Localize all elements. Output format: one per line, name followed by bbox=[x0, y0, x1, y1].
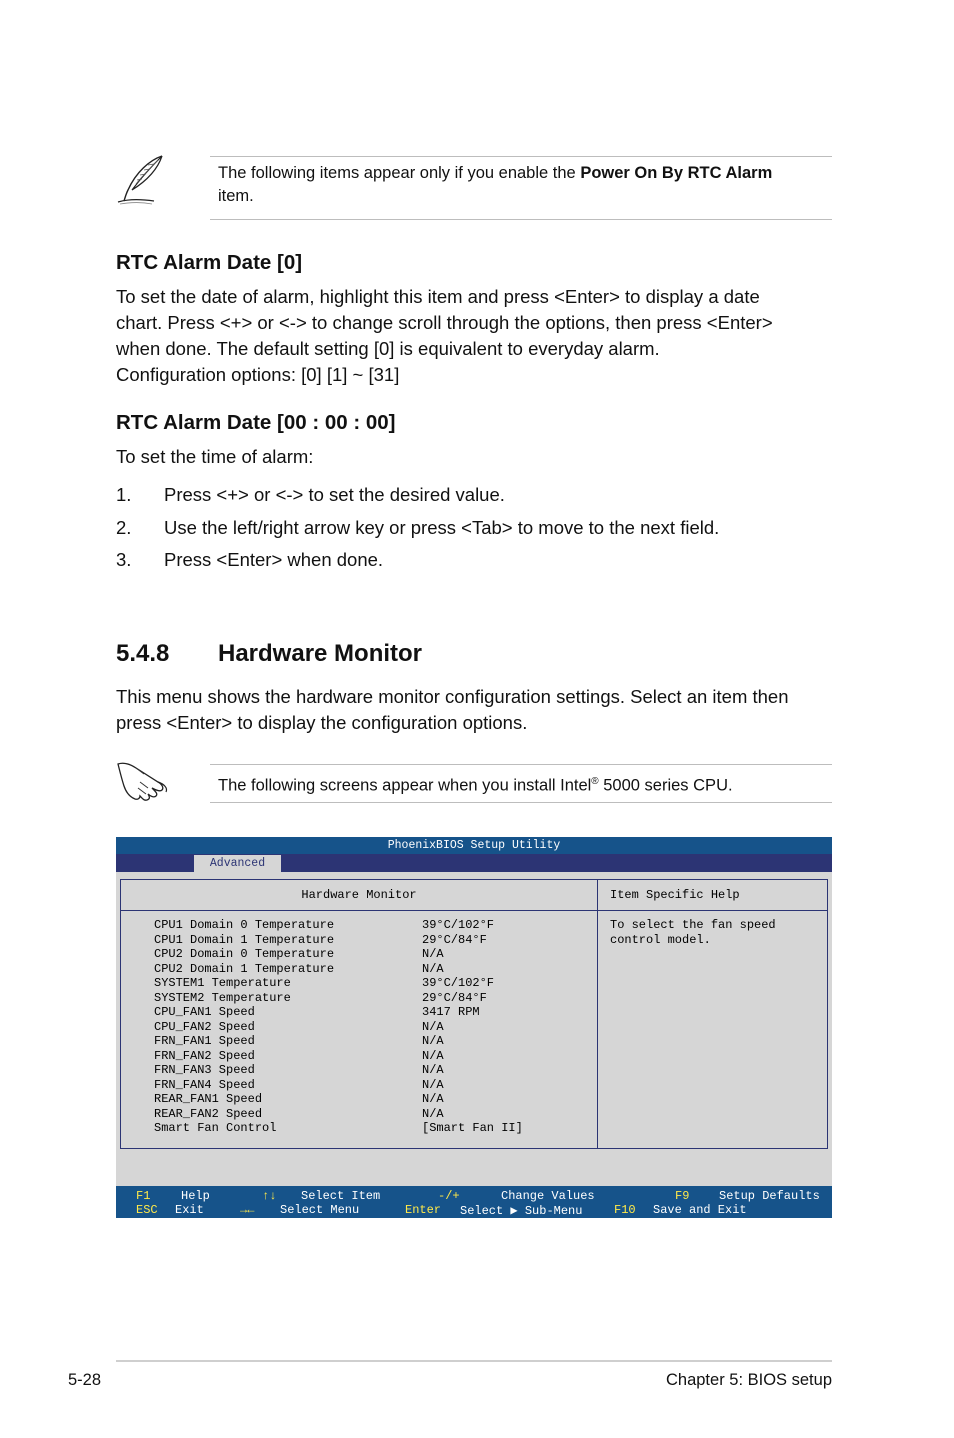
note-text bbox=[218, 162, 818, 208]
bios-item-label[interactable]: CPU_FAN1 Speed bbox=[154, 1005, 255, 1019]
step-text: Press <+> or <-> to set the desired value. bbox=[164, 484, 505, 505]
bios-menu-bar bbox=[116, 854, 832, 872]
registered-mark: ® bbox=[591, 776, 599, 787]
step-text: Use the left/right arrow key or press <Tab> to move to the next field. bbox=[164, 517, 720, 538]
help-line: control model. bbox=[610, 932, 711, 947]
key-left-right: →← bbox=[240, 1203, 255, 1217]
bios-item-value: N/A bbox=[422, 947, 444, 961]
key-left-right-label: Select Menu bbox=[280, 1203, 360, 1217]
key-f1: F1 bbox=[136, 1189, 151, 1203]
pointing-hand-icon bbox=[114, 758, 172, 802]
page-footer-rule bbox=[116, 1360, 832, 1362]
bios-column-divider bbox=[597, 880, 598, 1148]
key-updown: ↑↓ bbox=[262, 1189, 277, 1203]
step-text: Press <Enter> when done. bbox=[164, 549, 384, 570]
paragraph-line: chart. Press <+> or <-> to change scroll through the options, then press <Enter> bbox=[116, 312, 773, 333]
bios-item-value[interactable]: [Smart Fan II] bbox=[422, 1121, 523, 1135]
key-enter: Enter bbox=[405, 1203, 442, 1217]
bios-item-value: 3417 RPM bbox=[422, 1005, 480, 1019]
bios-help-heading: Item Specific Help bbox=[610, 888, 740, 902]
bios-item-label[interactable]: CPU_FAN2 Speed bbox=[154, 1019, 255, 1034]
section-heading-rtc-time: RTC Alarm Date [00 : 00 : 00] bbox=[116, 411, 396, 434]
bios-item-value: 39°C/102°F bbox=[422, 976, 495, 990]
section-heading-rtc-date: RTC Alarm Date [0] bbox=[116, 251, 303, 274]
tab-advanced[interactable]: Advanced bbox=[194, 855, 281, 872]
bios-item-value: N/A bbox=[422, 961, 444, 976]
paragraph-line: This menu shows the hardware monitor configuration settings. Select an item then bbox=[116, 686, 789, 707]
key-plus-minus: -/+ bbox=[438, 1189, 460, 1203]
bios-header-divider bbox=[121, 910, 827, 911]
bios-item-value: N/A bbox=[422, 1034, 444, 1048]
step-number: 1. bbox=[116, 484, 132, 505]
paragraph-line: Configuration options: [0] [1] ~ [31] bbox=[116, 364, 400, 385]
note-text-bold: Power On By RTC Alarm bbox=[580, 164, 773, 182]
section-rtc-date-paragraph bbox=[116, 284, 846, 388]
key-enter-label: Select ▶ Sub-Menu bbox=[460, 1204, 583, 1218]
bios-item-label[interactable]: SYSTEM1 Temperature bbox=[154, 976, 291, 990]
key-f9: F9 bbox=[675, 1189, 690, 1203]
help-line: To select the fan speed bbox=[610, 918, 776, 932]
chapter-title: Chapter 5: BIOS setup bbox=[665, 1371, 832, 1389]
paragraph-line: when done. The default setting [0] is equivalent to everyday alarm. bbox=[116, 338, 660, 359]
note-text-start: The following items appear only if you enable the bbox=[218, 164, 581, 182]
bios-item-label[interactable]: REAR_FAN1 Speed bbox=[154, 1092, 263, 1106]
bios-main-panel bbox=[120, 879, 828, 1149]
key-esc-label: Exit bbox=[175, 1203, 204, 1217]
bios-item-value: N/A bbox=[422, 1019, 444, 1034]
bios-screen bbox=[116, 837, 832, 1218]
key-plus-minus-label: Change Values bbox=[501, 1189, 595, 1203]
bios-item-label[interactable]: Smart Fan Control bbox=[154, 1121, 277, 1135]
bios-item-value: 39°C/102°F bbox=[422, 918, 495, 932]
bios-item-label[interactable]: REAR_FAN2 Speed bbox=[154, 1106, 263, 1121]
bios-item-label[interactable]: FRN_FAN4 Speed bbox=[154, 1077, 255, 1092]
key-updown-label: Select Item bbox=[301, 1189, 381, 1203]
bios-item-value: N/A bbox=[422, 1092, 444, 1106]
bios-panel-heading: Hardware Monitor bbox=[301, 888, 417, 902]
bios-item-value: N/A bbox=[422, 1063, 444, 1077]
paragraph-line: press <Enter> to display the configuration options. bbox=[116, 712, 528, 733]
step-number: 2. bbox=[116, 517, 132, 538]
note-text-end: item. bbox=[218, 187, 254, 205]
note2-text bbox=[218, 770, 818, 798]
note2-text-start: The following screens appear when you install Intel bbox=[218, 776, 592, 795]
key-f10-label: Save and Exit bbox=[653, 1203, 747, 1217]
key-f1-label: Help bbox=[181, 1189, 210, 1203]
bios-item-value: N/A bbox=[422, 1106, 444, 1121]
bios-item-label[interactable]: FRN_FAN3 Speed bbox=[154, 1063, 255, 1077]
bios-item-label[interactable]: CPU2 Domain 1 Temperature bbox=[154, 961, 335, 976]
note2-top-rule bbox=[210, 764, 832, 765]
note2-bottom-rule bbox=[210, 802, 832, 803]
bios-key-legend bbox=[116, 1186, 832, 1218]
bios-title-bar: PhoenixBIOS Setup Utility bbox=[116, 837, 832, 854]
paragraph-line: To set the date of alarm, highlight this item and press <Enter> to display a date bbox=[116, 286, 760, 307]
bios-item-value: 29°C/84°F bbox=[422, 990, 487, 1005]
bios-help-text bbox=[610, 918, 776, 947]
section-title: Hardware Monitor bbox=[218, 640, 423, 667]
section-number: 5.4.8 bbox=[116, 640, 170, 667]
key-esc: ESC bbox=[136, 1203, 158, 1217]
section-rtc-time-intro: To set the time of alarm: bbox=[116, 446, 314, 467]
key-f10: F10 bbox=[614, 1203, 636, 1217]
page-number: 5-28 bbox=[68, 1371, 102, 1389]
note-bottom-rule bbox=[210, 219, 832, 220]
bios-item-value: N/A bbox=[422, 1077, 444, 1092]
feather-note-icon bbox=[114, 154, 170, 206]
bios-item-label[interactable]: FRN_FAN2 Speed bbox=[154, 1048, 255, 1063]
note-top-rule bbox=[210, 156, 832, 157]
bios-item-value: N/A bbox=[422, 1048, 444, 1063]
bios-item-label[interactable]: SYSTEM2 Temperature bbox=[154, 990, 291, 1005]
section-hardware-monitor-paragraph bbox=[116, 684, 856, 736]
key-f9-label: Setup Defaults bbox=[719, 1189, 820, 1203]
bios-item-value: 29°C/84°F bbox=[422, 932, 487, 947]
bios-item-label[interactable]: CPU2 Domain 0 Temperature bbox=[154, 947, 335, 961]
bios-item-label[interactable]: FRN_FAN1 Speed bbox=[154, 1034, 255, 1048]
note2-text-end: 5000 series CPU. bbox=[598, 776, 733, 795]
step-number: 3. bbox=[116, 549, 132, 570]
bios-item-label[interactable]: CPU1 Domain 0 Temperature bbox=[154, 918, 335, 932]
bios-item-label[interactable]: CPU1 Domain 1 Temperature bbox=[154, 932, 335, 947]
